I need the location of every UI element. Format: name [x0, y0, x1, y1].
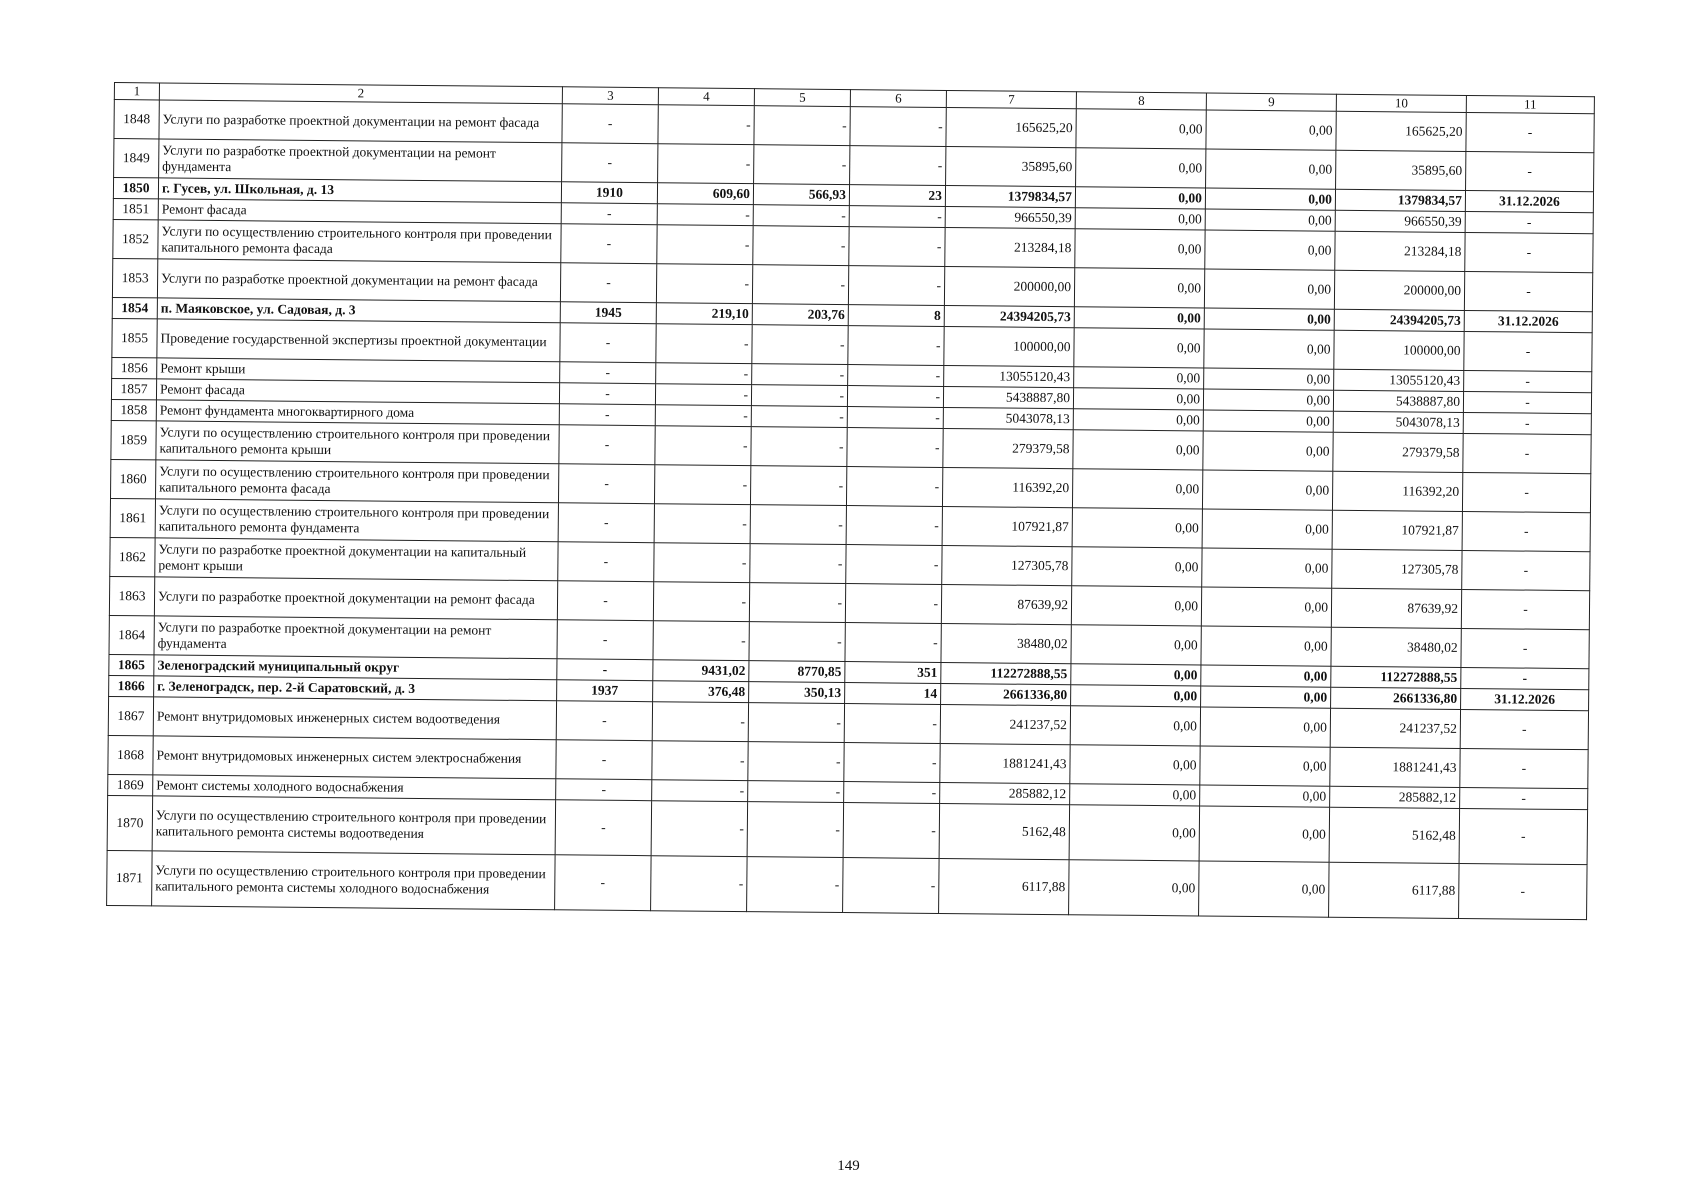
- completion-date-cell: 31.12.2026: [1461, 688, 1589, 710]
- total-cost-cell: 100000,00: [944, 326, 1074, 366]
- cost-col-8-cell: 0,00: [1075, 208, 1205, 230]
- residents-count-cell: -: [845, 584, 941, 624]
- residents-count-cell: -: [848, 266, 944, 306]
- total-cost-cell: 87639,92: [941, 584, 1071, 624]
- work-description-cell: Услуги по разработке проектной документации на ремонт фасада: [154, 577, 557, 620]
- row-number-cell: 1867: [108, 696, 153, 735]
- cost-col-9-cell: 0,00: [1204, 329, 1334, 369]
- column-header: 6: [850, 90, 946, 108]
- living-area-cell: -: [752, 325, 848, 365]
- year-built-cell: 1945: [560, 302, 656, 324]
- living-area-cell: -: [751, 427, 847, 467]
- cost-col-8-cell: 0,00: [1073, 409, 1203, 431]
- work-description-cell: Услуги по разработке проектной документации на ремонт фундамента: [154, 616, 557, 659]
- cost-col-9-cell: 0,00: [1200, 785, 1330, 807]
- row-number-cell: 1859: [111, 420, 156, 459]
- work-description-cell: Услуги по разработке проектной документации на ремонт фасада: [159, 100, 562, 143]
- work-description-cell: Ремонт внутридомовых инженерных систем электроснабжения: [153, 736, 556, 779]
- living-area-cell: -: [749, 583, 845, 623]
- completion-date-cell: -: [1464, 271, 1592, 311]
- completion-date-cell: -: [1461, 628, 1589, 668]
- completion-date-cell: -: [1465, 211, 1593, 233]
- residents-count-cell: -: [844, 782, 940, 804]
- work-description-cell: Ремонт фасада: [156, 379, 559, 404]
- repair-schedule-table: [106, 82, 1595, 920]
- total-area-cell: 376,48: [653, 681, 749, 703]
- residents-count-cell: -: [846, 545, 942, 585]
- total-area-cell: -: [654, 465, 750, 505]
- cost-col-10-cell: 38480,02: [1331, 627, 1461, 667]
- living-area-cell: -: [752, 364, 848, 386]
- year-built-cell: -: [560, 263, 656, 303]
- residents-count-cell: -: [843, 858, 940, 914]
- work-description-cell: Услуги по разработке проектной документации на ремонт фундамента: [159, 139, 562, 182]
- row-number-cell: 1863: [109, 576, 154, 615]
- living-area-cell: -: [750, 544, 846, 584]
- cost-col-8-cell: 0,00: [1071, 664, 1201, 686]
- living-area-cell: -: [748, 742, 844, 782]
- residents-count-cell: -: [843, 803, 940, 859]
- work-description-cell: Услуги по осуществлению строительного контроля при проведении капитального ремонта системы холодного водоснабжения: [152, 851, 556, 910]
- total-cost-cell: 5162,48: [939, 803, 1070, 859]
- completion-date-cell: -: [1462, 472, 1590, 512]
- total-cost-cell: 241237,52: [940, 704, 1070, 744]
- year-built-cell: -: [556, 740, 652, 780]
- column-header: 5: [754, 89, 850, 107]
- cost-col-10-cell: 112272888,55: [1331, 666, 1461, 688]
- row-number-cell: 1860: [111, 459, 156, 498]
- completion-date-cell: -: [1459, 808, 1588, 864]
- column-header: 11: [1466, 95, 1594, 113]
- row-number-cell: 1854: [112, 297, 157, 318]
- table-body: [107, 83, 1595, 920]
- residents-count-cell: -: [847, 407, 943, 429]
- row-number-cell: 1868: [108, 735, 153, 774]
- total-area-cell: -: [652, 741, 748, 781]
- living-area-cell: -: [751, 406, 847, 428]
- living-area-cell: -: [753, 205, 849, 227]
- completion-date-cell: -: [1461, 589, 1589, 629]
- row-number-cell: 1852: [113, 219, 158, 258]
- living-area-cell: 203,76: [752, 304, 848, 326]
- total-cost-cell: 13055120,43: [944, 365, 1074, 387]
- work-description-cell: Ремонт внутридомовых инженерных систем водоотведения: [153, 697, 556, 740]
- year-built-cell: -: [562, 143, 658, 183]
- residents-count-cell: -: [846, 506, 942, 546]
- cost-col-8-cell: 0,00: [1072, 547, 1202, 587]
- residents-count-cell: 351: [845, 662, 941, 684]
- residents-count-cell: -: [850, 107, 946, 147]
- year-built-cell: -: [558, 542, 654, 582]
- total-cost-cell: 116392,20: [942, 467, 1072, 507]
- total-cost-cell: 285882,12: [940, 782, 1070, 804]
- total-area-cell: -: [652, 780, 748, 802]
- cost-col-9-cell: 0,00: [1200, 707, 1330, 747]
- work-description-cell: Услуги по осуществлению строительного контроля при проведении капитального ремонта фасада: [155, 460, 558, 503]
- work-description-cell: Ремонт фасада: [158, 199, 561, 224]
- total-area-cell: -: [654, 504, 750, 544]
- work-description-cell: Услуги по разработке проектной документации на ремонт фасада: [157, 259, 560, 302]
- row-number-cell: 1866: [109, 675, 154, 696]
- cost-col-9-cell: 0,00: [1201, 587, 1331, 627]
- total-cost-cell: 200000,00: [944, 266, 1074, 306]
- cost-col-10-cell: 279379,58: [1333, 432, 1463, 472]
- total-cost-cell: 1881241,43: [940, 743, 1070, 783]
- total-area-cell: -: [656, 324, 752, 364]
- total-cost-cell: 165625,20: [946, 107, 1076, 147]
- cost-col-8-cell: 0,00: [1071, 625, 1201, 665]
- work-description-cell: г. Гусев, ул. Школьная, д. 13: [158, 178, 561, 203]
- work-description-cell: Зеленоградский муниципальный округ: [154, 655, 557, 680]
- cost-col-8-cell: 0,00: [1075, 229, 1205, 269]
- living-area-cell: -: [747, 857, 844, 913]
- total-area-cell: -: [652, 702, 748, 742]
- year-built-cell: -: [557, 620, 653, 660]
- residents-count-cell: -: [850, 146, 946, 186]
- row-number-cell: 1849: [114, 139, 159, 178]
- total-cost-cell: 5043078,13: [943, 407, 1073, 429]
- cost-col-9-cell: 0,00: [1205, 230, 1335, 270]
- year-built-cell: -: [559, 383, 655, 405]
- completion-date-cell: -: [1462, 550, 1590, 590]
- column-header: 9: [1206, 93, 1336, 111]
- cost-col-10-cell: 35895,60: [1336, 150, 1466, 190]
- living-area-cell: 8770,85: [749, 661, 845, 683]
- row-number-cell: 1856: [112, 357, 157, 378]
- completion-date-cell: -: [1460, 709, 1588, 749]
- year-built-cell: -: [558, 503, 654, 543]
- cost-col-10-cell: 165625,20: [1336, 111, 1466, 151]
- cost-col-8-cell: 0,00: [1075, 187, 1205, 209]
- row-number-cell: 1853: [112, 258, 157, 297]
- cost-col-8-cell: 0,00: [1070, 706, 1200, 746]
- living-area-cell: -: [751, 385, 847, 407]
- residents-count-cell: -: [848, 326, 944, 366]
- work-description-cell: п. Маяковское, ул. Садовая, д. 3: [157, 298, 560, 323]
- completion-date-cell: -: [1463, 391, 1591, 413]
- year-built-cell: -: [555, 855, 652, 911]
- cost-col-9-cell: 0,00: [1202, 509, 1332, 549]
- year-built-cell: -: [561, 224, 657, 264]
- row-number-cell: 1861: [110, 498, 155, 537]
- year-built-cell: -: [555, 800, 652, 856]
- completion-date-cell: 31.12.2026: [1464, 310, 1592, 332]
- cost-col-10-cell: 107921,87: [1332, 510, 1462, 550]
- completion-date-cell: -: [1460, 787, 1588, 809]
- cost-col-9-cell: 0,00: [1204, 368, 1334, 390]
- cost-col-10-cell: 100000,00: [1334, 330, 1464, 370]
- cost-col-8-cell: 0,00: [1069, 860, 1200, 916]
- row-number-cell: 1870: [107, 795, 153, 850]
- cost-col-9-cell: 0,00: [1200, 746, 1330, 786]
- year-built-cell: -: [557, 659, 653, 681]
- residents-count-cell: -: [849, 206, 945, 228]
- cost-col-10-cell: 87639,92: [1331, 588, 1461, 628]
- year-built-cell: 1937: [557, 680, 653, 702]
- year-built-cell: -: [556, 779, 652, 801]
- cost-col-9-cell: 0,00: [1201, 665, 1331, 687]
- residents-count-cell: -: [847, 428, 943, 468]
- completion-date-cell: 31.12.2026: [1465, 190, 1593, 212]
- total-cost-cell: 107921,87: [942, 506, 1072, 546]
- cost-col-8-cell: 0,00: [1074, 367, 1204, 389]
- cost-col-10-cell: 213284,18: [1335, 231, 1465, 271]
- year-built-cell: -: [557, 581, 653, 621]
- living-area-cell: -: [750, 505, 846, 545]
- total-area-cell: -: [655, 384, 751, 406]
- cost-col-10-cell: 200000,00: [1334, 270, 1464, 310]
- cost-col-9-cell: 0,00: [1204, 269, 1334, 309]
- cost-col-9-cell: 0,00: [1201, 686, 1331, 708]
- cost-col-10-cell: 5438887,80: [1333, 390, 1463, 412]
- cost-col-10-cell: 24394205,73: [1334, 309, 1464, 331]
- completion-date-cell: -: [1461, 667, 1589, 689]
- work-description-cell: Услуги по разработке проектной документации на капитальный ремонт крыши: [155, 538, 558, 581]
- cost-col-8-cell: 0,00: [1076, 109, 1206, 149]
- work-description-cell: Услуги по осуществлению строительного контроля при проведении капитального ремонта фундамента: [155, 499, 558, 542]
- cost-col-9-cell: 0,00: [1199, 861, 1330, 917]
- cost-col-8-cell: 0,00: [1074, 268, 1204, 308]
- cost-col-8-cell: 0,00: [1073, 430, 1203, 470]
- year-built-cell: -: [559, 425, 655, 465]
- work-description-cell: Услуги по осуществлению строительного контроля при проведении капитального ремонта системы водоотведения: [152, 796, 556, 855]
- living-area-cell: -: [754, 145, 850, 185]
- total-area-cell: 9431,02: [653, 660, 749, 682]
- residents-count-cell: 14: [845, 683, 941, 705]
- column-header: 10: [1336, 94, 1466, 112]
- column-header: 7: [946, 90, 1076, 108]
- row-number-cell: 1869: [108, 774, 153, 795]
- residents-count-cell: -: [847, 386, 943, 408]
- work-description-cell: г. Зеленоградск, пер. 2-й Саратовский, д. 3: [154, 676, 557, 701]
- total-area-cell: -: [657, 204, 753, 226]
- completion-date-cell: -: [1459, 863, 1588, 919]
- work-description-cell: Услуги по осуществлению строительного контроля при проведении капитального ремонта фасада: [158, 220, 561, 263]
- completion-date-cell: -: [1465, 232, 1593, 272]
- cost-col-10-cell: 13055120,43: [1334, 369, 1464, 391]
- living-area-cell: -: [754, 106, 850, 146]
- total-cost-cell: 2661336,80: [941, 683, 1071, 705]
- cost-col-8-cell: 0,00: [1069, 805, 1200, 861]
- row-number-cell: 1857: [111, 378, 156, 399]
- row-number-cell: 1871: [107, 850, 153, 905]
- residents-count-cell: -: [848, 365, 944, 387]
- year-built-cell: -: [561, 203, 657, 225]
- total-cost-cell: 24394205,73: [944, 305, 1074, 327]
- total-area-cell: -: [656, 363, 752, 385]
- total-cost-cell: 112272888,55: [941, 662, 1071, 684]
- completion-date-cell: -: [1463, 433, 1591, 473]
- total-cost-cell: 279379,58: [943, 428, 1073, 468]
- total-cost-cell: 38480,02: [941, 623, 1071, 663]
- total-cost-cell: 966550,39: [945, 206, 1075, 228]
- living-area-cell: -: [749, 622, 845, 662]
- total-area-cell: -: [656, 264, 752, 304]
- residents-count-cell: 23: [849, 185, 945, 207]
- living-area-cell: 566,93: [753, 184, 849, 206]
- total-cost-cell: 5438887,80: [943, 386, 1073, 408]
- page-number: 149: [837, 1158, 860, 1174]
- cost-col-9-cell: 0,00: [1205, 188, 1335, 210]
- completion-date-cell: -: [1464, 331, 1592, 371]
- work-description-cell: Ремонт крыши: [157, 358, 560, 383]
- completion-date-cell: -: [1466, 112, 1594, 152]
- year-built-cell: -: [562, 104, 658, 144]
- total-area-cell: 219,10: [656, 303, 752, 325]
- cost-col-9-cell: 0,00: [1203, 410, 1333, 432]
- cost-col-9-cell: 0,00: [1202, 470, 1332, 510]
- cost-col-9-cell: 0,00: [1206, 149, 1336, 189]
- year-built-cell: -: [559, 404, 655, 426]
- total-area-cell: -: [653, 582, 749, 622]
- row-number-cell: 1855: [112, 318, 157, 357]
- year-built-cell: 1910: [561, 182, 657, 204]
- living-area-cell: -: [750, 466, 846, 506]
- cost-col-10-cell: 127305,78: [1332, 549, 1462, 589]
- total-area-cell: -: [655, 405, 751, 427]
- living-area-cell: 350,13: [749, 682, 845, 704]
- cost-col-10-cell: 966550,39: [1335, 210, 1465, 232]
- cost-col-9-cell: 0,00: [1203, 431, 1333, 471]
- year-built-cell: -: [556, 701, 652, 741]
- residents-count-cell: 8: [848, 305, 944, 327]
- completion-date-cell: -: [1466, 151, 1594, 191]
- completion-date-cell: -: [1462, 511, 1590, 551]
- cost-col-9-cell: 0,00: [1202, 548, 1332, 588]
- cost-col-9-cell: 0,00: [1203, 389, 1333, 411]
- cost-col-10-cell: 241237,52: [1330, 708, 1460, 748]
- cost-col-8-cell: 0,00: [1074, 328, 1204, 368]
- total-area-cell: -: [658, 105, 754, 145]
- total-cost-cell: 6117,88: [939, 858, 1070, 914]
- living-area-cell: -: [752, 265, 848, 305]
- residents-count-cell: -: [849, 227, 945, 267]
- total-cost-cell: 1379834,57: [945, 185, 1075, 207]
- row-number-cell: 1848: [114, 100, 159, 139]
- cost-col-9-cell: 0,00: [1201, 626, 1331, 666]
- total-cost-cell: 35895,60: [946, 146, 1076, 186]
- cost-col-8-cell: 0,00: [1074, 307, 1204, 329]
- cost-col-10-cell: 1881241,43: [1330, 747, 1460, 787]
- cost-col-10-cell: 5162,48: [1329, 807, 1460, 863]
- total-area-cell: 609,60: [657, 183, 753, 205]
- living-area-cell: -: [748, 703, 844, 743]
- total-cost-cell: 213284,18: [945, 227, 1075, 267]
- row-number-cell: 1850: [113, 178, 158, 199]
- residents-count-cell: -: [845, 623, 941, 663]
- cost-col-10-cell: 285882,12: [1330, 786, 1460, 808]
- total-area-cell: -: [651, 801, 748, 857]
- living-area-cell: -: [747, 802, 844, 858]
- work-description-cell: Ремонт фундамента многоквартирного дома: [156, 400, 559, 425]
- year-built-cell: -: [560, 323, 656, 363]
- row-number-cell: 1865: [109, 654, 154, 675]
- cost-col-8-cell: 0,00: [1072, 508, 1202, 548]
- work-description-cell: Услуги по осуществлению строительного контроля при проведении капитального ремонта крыши: [156, 421, 559, 464]
- cost-col-8-cell: 0,00: [1076, 148, 1206, 188]
- residents-count-cell: -: [846, 467, 942, 507]
- cost-col-8-cell: 0,00: [1070, 745, 1200, 785]
- column-header: 4: [658, 88, 754, 106]
- column-header: 1: [114, 83, 159, 100]
- cost-col-8-cell: 0,00: [1071, 685, 1201, 707]
- completion-date-cell: -: [1463, 412, 1591, 434]
- row-number-cell: 1851: [113, 198, 158, 219]
- living-area-cell: -: [753, 226, 849, 266]
- cost-col-8-cell: 0,00: [1070, 784, 1200, 806]
- total-area-cell: -: [654, 543, 750, 583]
- living-area-cell: -: [748, 781, 844, 803]
- cost-col-10-cell: 1379834,57: [1335, 189, 1465, 211]
- column-header: 3: [562, 87, 658, 105]
- total-area-cell: -: [655, 426, 751, 466]
- completion-date-cell: -: [1464, 370, 1592, 392]
- total-area-cell: -: [653, 621, 749, 661]
- cost-col-9-cell: 0,00: [1204, 308, 1334, 330]
- total-area-cell: -: [651, 856, 748, 912]
- cost-col-8-cell: 0,00: [1072, 469, 1202, 509]
- residents-count-cell: -: [844, 743, 940, 783]
- cost-col-8-cell: 0,00: [1073, 388, 1203, 410]
- column-header: 8: [1076, 92, 1206, 110]
- total-area-cell: -: [657, 225, 753, 265]
- cost-col-9-cell: 0,00: [1199, 806, 1330, 862]
- row-number-cell: 1862: [110, 537, 155, 576]
- year-built-cell: -: [558, 464, 654, 504]
- cost-col-10-cell: 5043078,13: [1333, 411, 1463, 433]
- cost-col-10-cell: 2661336,80: [1331, 687, 1461, 709]
- cost-col-10-cell: 6117,88: [1329, 862, 1460, 918]
- work-description-cell: Проведение государственной экспертизы проектной документации: [157, 319, 560, 362]
- row-number-cell: 1864: [109, 615, 154, 654]
- cost-col-8-cell: 0,00: [1071, 586, 1201, 626]
- residents-count-cell: -: [844, 704, 940, 744]
- cost-col-10-cell: 116392,20: [1332, 471, 1462, 511]
- completion-date-cell: -: [1460, 748, 1588, 788]
- cost-col-9-cell: 0,00: [1205, 209, 1335, 231]
- total-area-cell: -: [658, 144, 754, 184]
- total-cost-cell: 127305,78: [942, 545, 1072, 585]
- work-description-cell: Ремонт системы холодного водоснабжения: [153, 775, 556, 800]
- row-number-cell: 1858: [111, 399, 156, 420]
- cost-col-9-cell: 0,00: [1206, 110, 1336, 150]
- year-built-cell: -: [560, 362, 656, 384]
- column-header: 2: [159, 83, 562, 104]
